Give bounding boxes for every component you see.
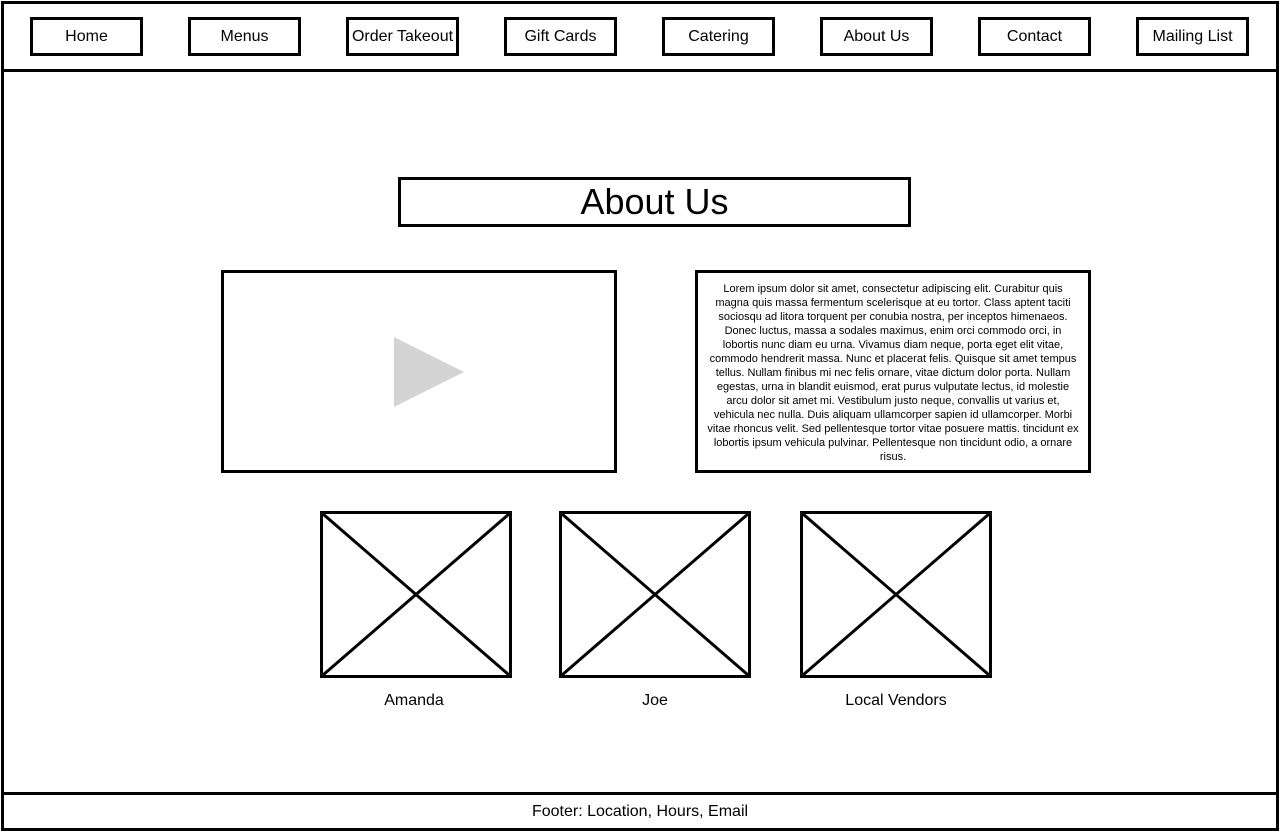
image-placeholder-icon xyxy=(562,514,748,675)
caption-amanda: Amanda xyxy=(384,692,444,709)
nav-contact-button[interactable]: Contact xyxy=(978,17,1091,56)
image-placeholder-joe xyxy=(559,511,751,678)
nav-menus-button[interactable]: Menus xyxy=(188,17,301,56)
footer: Footer: Location, Hours, Email xyxy=(1,792,1279,831)
caption-joe: Joe xyxy=(642,692,668,709)
nav-home-button[interactable]: Home xyxy=(30,17,143,56)
nav-about-us-button[interactable]: About Us xyxy=(820,17,933,56)
nav-order-takeout-button[interactable]: Order Takeout xyxy=(346,17,459,56)
image-placeholder-amanda xyxy=(320,511,512,678)
page-title: About Us xyxy=(398,177,911,227)
play-icon[interactable] xyxy=(394,337,464,407)
video-player[interactable] xyxy=(221,270,617,473)
nav-catering-button[interactable]: Catering xyxy=(662,17,775,56)
about-text: Lorem ipsum dolor sit amet, consectetur adipiscing elit. Curabitur quis magna quis massa fermentum scelerisque at eu tortor. Class aptent taciti sociosqu ad litora torquent per conubia nostra, per inceptos himenaeos. Donec luctus, massa a sodales maximus, enim orci commodo orci, in lobortis nunc diam eu urna. Vivamus diam neque, porta eget elit vitae, commodo hendrerit massa. Nunc et placerat felis. Quisque sit amet tempus tellus. Nullam finibus mi nec felis ornare, vitae dictum dolor porta. Nullam egestas, urna in blandit euismod, erat purus vulputate lectus, id molestie arcu dolor sit amet mi. Vestibulum justo neque, convallis ut varius et, vehicula nec nulla. Duis aliquam ullamcorper sapien id ullamcorper. Morbi vitae rhoncus velit. Sed pellentesque tortor vitae posuere mattis. tincidunt ex lobortis ipsum vehicula pulvinar. Pellentesque non tincidunt odio, a ornare risus. xyxy=(695,270,1091,473)
nav-gift-cards-button[interactable]: Gift Cards xyxy=(504,17,617,56)
nav-mailing-list-button[interactable]: Mailing List xyxy=(1136,17,1249,56)
image-placeholder-icon xyxy=(323,514,509,675)
caption-local-vendors: Local Vendors xyxy=(845,692,947,709)
image-placeholder-local-vendors xyxy=(800,511,992,678)
image-placeholder-icon xyxy=(803,514,989,675)
